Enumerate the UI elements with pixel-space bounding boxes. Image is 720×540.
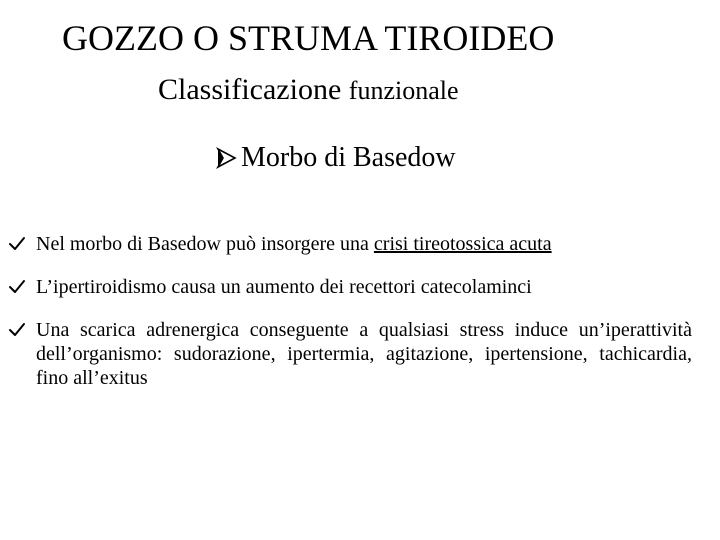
section-heading (215, 140, 456, 176)
bullet-text (36, 232, 692, 256)
underlined-term: crisi tireotossica acuta (373, 233, 552, 255)
checkmark-icon (8, 278, 26, 296)
checkmark-icon (8, 235, 26, 253)
arrow-bullet-icon (215, 147, 237, 169)
checkmark-icon (8, 321, 26, 339)
bullet-item (8, 275, 692, 299)
bullet-text: Una scarica adrenergica conseguente a qualsiasi stress induce un’iperattività dell’organismo: sudorazione, ipertermia, agitazione, ipertensione, tachicardia, fino all’exitus (36, 319, 692, 389)
bullet-item (8, 318, 692, 390)
slide-subtitle (158, 72, 459, 109)
bullet-item (8, 232, 692, 256)
section-heading-text: Morbo di Basedow (241, 142, 456, 173)
bullet-text: L’ipertiroidismo causa un aumento dei recettori catecolaminci (36, 276, 532, 298)
subtitle-part-1: Classificazione (158, 73, 349, 106)
bullet-text-part: Nel morbo di Basedow può insorgere una (36, 233, 374, 255)
subtitle-part-2: funzionale (348, 76, 459, 105)
slide-title: GOZZO O STRUMA TIROIDEO (62, 18, 555, 58)
bullet-list (8, 232, 692, 409)
